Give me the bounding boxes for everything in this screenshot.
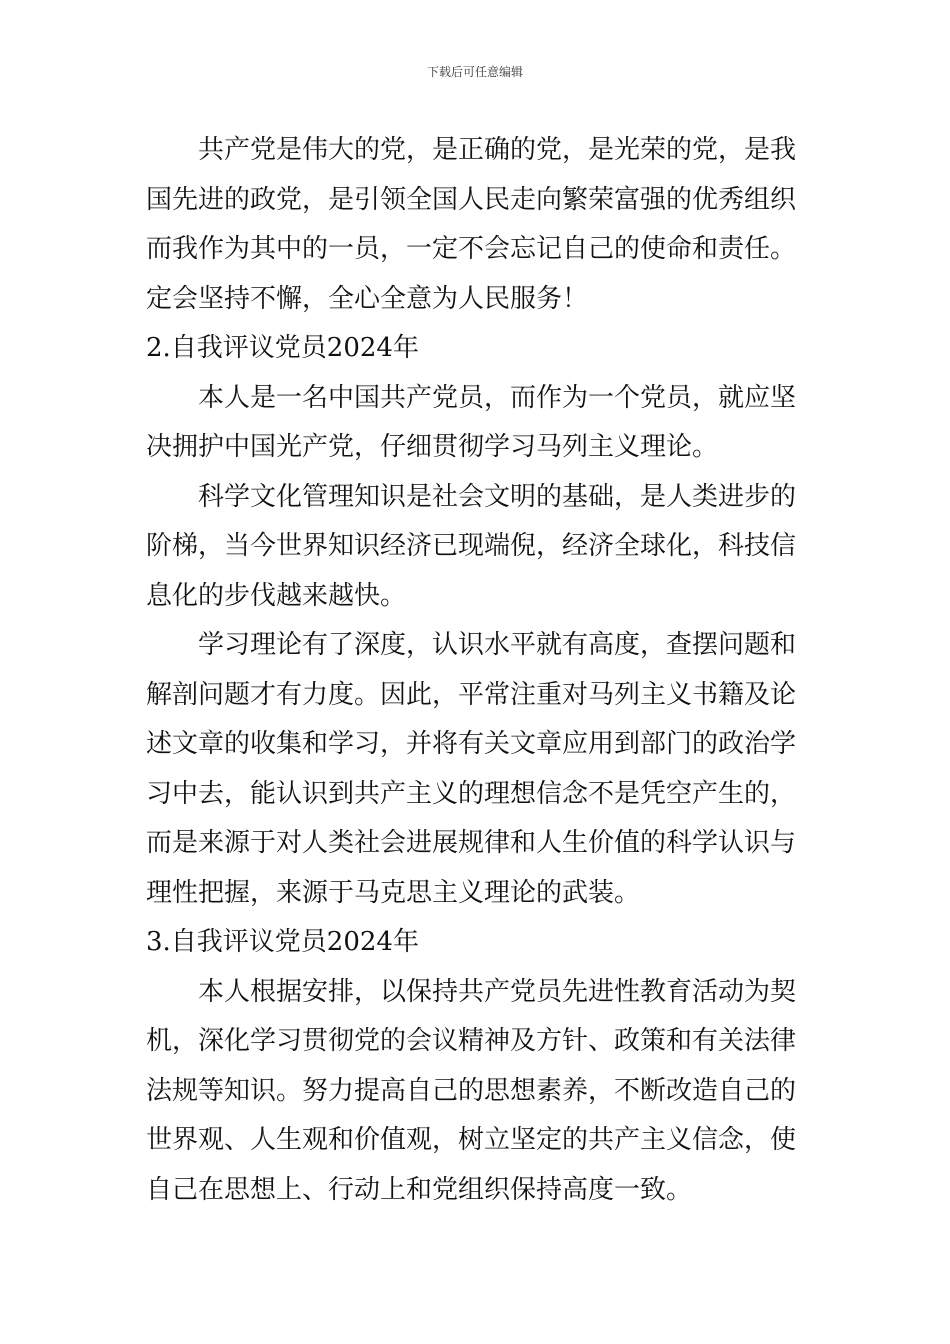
text-line: 学习理论有了深度，认识水平就有高度，查摆问题和 <box>198 630 797 660</box>
text-line: 法规等知识。努力提高自己的思想素养，不断改造自己的 <box>146 1075 797 1106</box>
text-line: 世界观、人生观和价值观，树立坚定的共产主义信念，使 <box>146 1125 797 1155</box>
text-line: 自己在思想上、行动上和党组织保持高度一致。 <box>146 1174 693 1205</box>
text-line: 国先进的政党，是引领全国人民走向繁荣富强的优秀组织 <box>146 184 797 215</box>
text-line: 述文章的收集和学习，并将有关文章应用到部门的政治学 <box>146 729 797 759</box>
text-line: 解剖问题才有力度。因此，平常注重对马列主义书籍及论 <box>146 679 797 710</box>
text-line: 定会坚持不懈，全心全意为人民服务！ <box>146 283 589 314</box>
text-line: 而是来源于对人类社会进展规律和人生价值的科学认识与 <box>146 828 797 858</box>
text-line: 习中去，能认识到共产主义的理想信念不是凭空产生的， <box>146 778 797 809</box>
text-line: 本人根据安排，以保持共产党员先进性教育活动为契 <box>198 976 797 1007</box>
section-heading: 2.自我评议党员2024年 <box>146 333 419 363</box>
text-line: 机，深化学习贯彻党的会议精神及方针、政策和有关法律 <box>146 1026 797 1056</box>
page-header: 下载后可任意编辑 <box>426 65 523 79</box>
section-heading: 3.自我评议党员2024年 <box>146 927 419 957</box>
text-line: 阶梯，当今世界知识经济已现端倪，经济全球化，科技信 <box>146 531 797 561</box>
document-body <box>146 126 810 1215</box>
text-line: 理性把握，来源于马克思主义理论的武装。 <box>146 877 641 908</box>
text-line: 决拥护中国光产党，仔细贯彻学习马列主义理论。 <box>146 432 719 462</box>
text-line: 科学文化管理知识是社会文明的基础，是人类进步的 <box>198 481 797 512</box>
text-line: 本人是一名中国共产党员，而作为一个党员，就应坚 <box>198 382 797 413</box>
text-line: 共产党是伟大的党，是正确的党，是光荣的党，是我 <box>198 135 797 165</box>
text-line: 息化的步伐越来越快。 <box>146 580 407 611</box>
text-line: 而我作为其中的一员，一定不会忘记自己的使命和责任。 <box>146 234 797 264</box>
